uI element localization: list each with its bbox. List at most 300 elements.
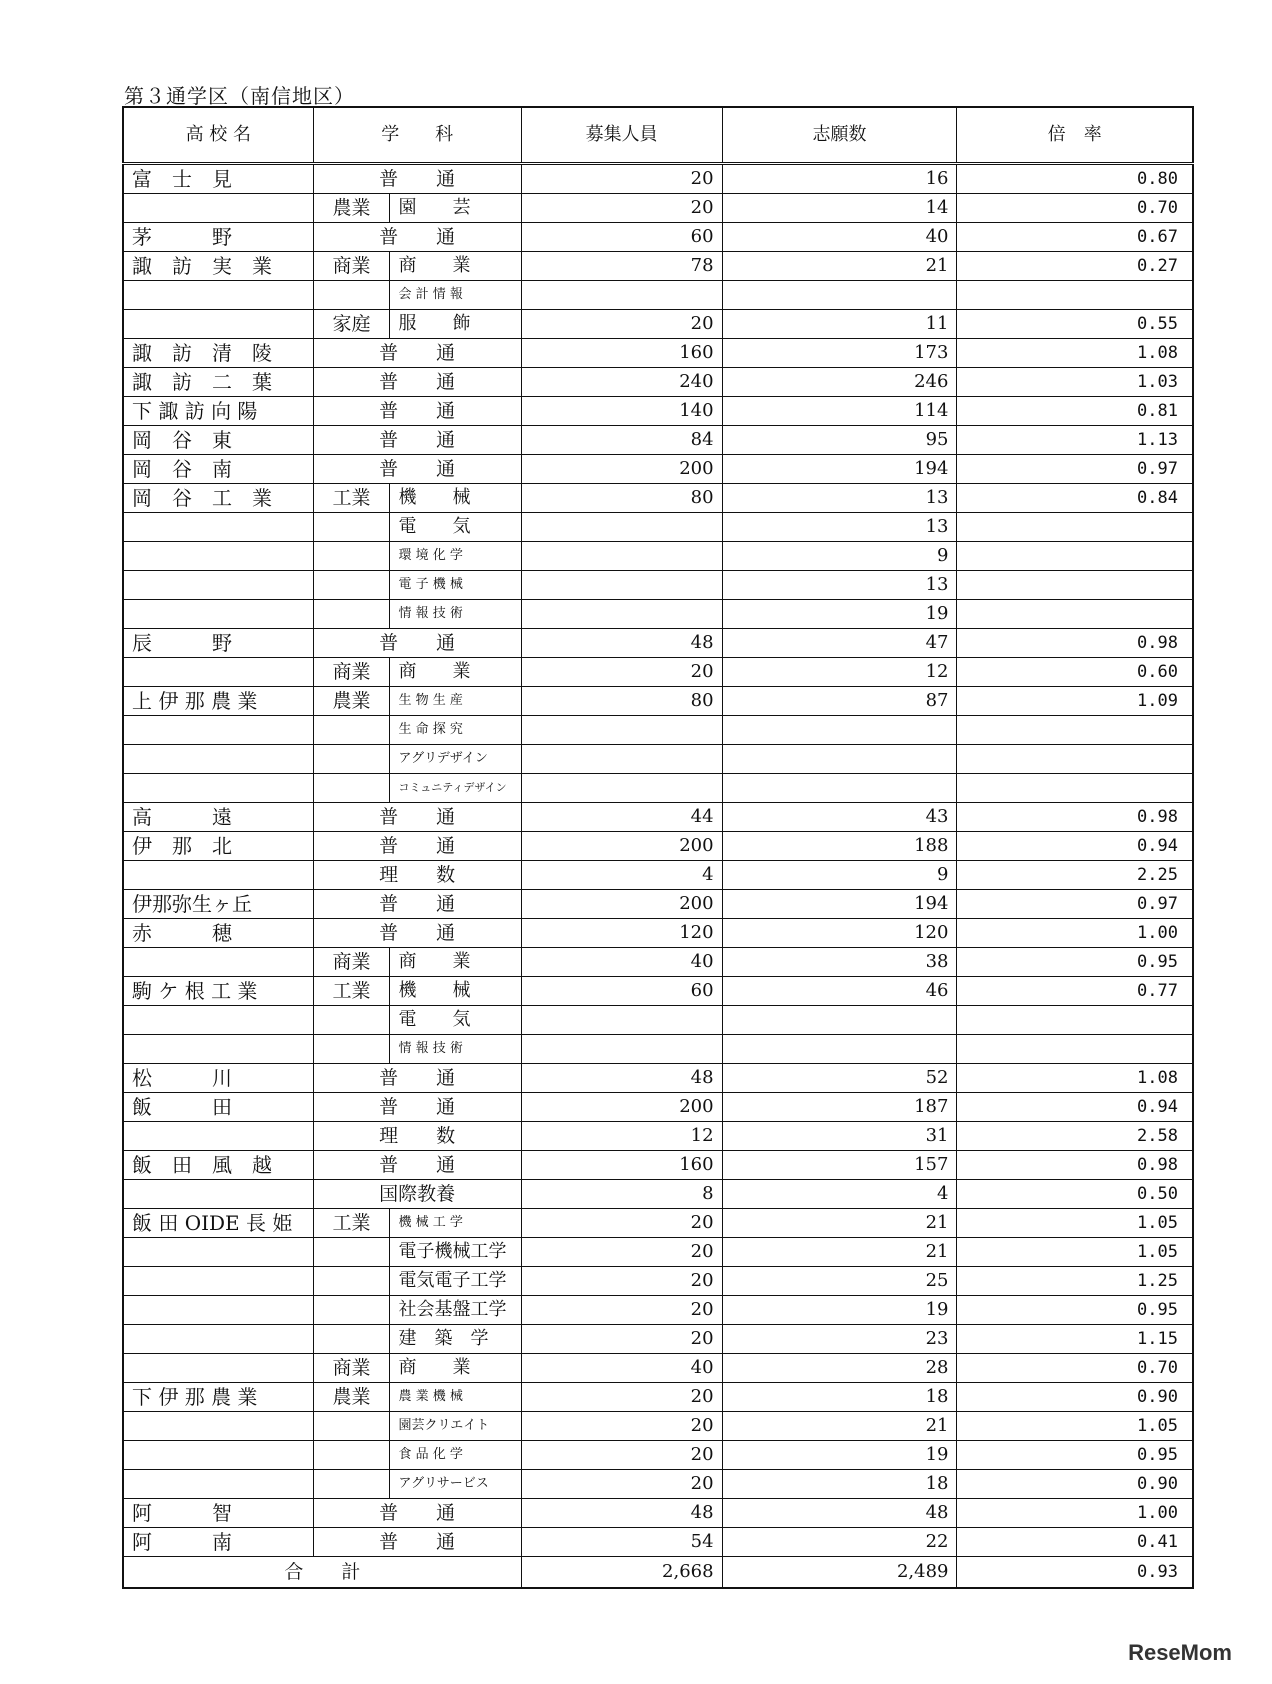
header-dept: 学 科 <box>313 107 521 164</box>
sub-department: 機 械 工 学 <box>390 1209 521 1238</box>
capacity: 54 <box>521 1528 722 1557</box>
table-row <box>123 1064 1193 1093</box>
rate: 0.97 <box>957 890 1193 919</box>
department <box>313 1006 390 1035</box>
rate: 0.50 <box>957 1180 1193 1209</box>
school-name <box>123 716 313 745</box>
rate: 0.70 <box>957 1354 1193 1383</box>
sub-department: 機 械 <box>390 484 521 513</box>
department: 普 通 <box>313 1528 521 1557</box>
school-name: 伊 那 北 <box>123 832 313 861</box>
table-row <box>123 1441 1193 1470</box>
sub-department: 会 計 情 報 <box>390 281 521 310</box>
applicants: 14 <box>722 194 957 223</box>
sub-department: 園芸クリエイト <box>390 1412 521 1441</box>
applicants <box>722 1006 957 1035</box>
header-row <box>123 107 1193 164</box>
applicants: 21 <box>722 1209 957 1238</box>
table-row <box>123 1354 1193 1383</box>
department: 普 通 <box>313 832 521 861</box>
applicants: 188 <box>722 832 957 861</box>
capacity: 20 <box>521 1470 722 1499</box>
school-name: 岡 谷 東 <box>123 426 313 455</box>
school-name: 松 川 <box>123 1064 313 1093</box>
department: 普 通 <box>313 455 521 484</box>
rate <box>957 281 1193 310</box>
department: 商業 <box>313 1354 390 1383</box>
applicants: 23 <box>722 1325 957 1354</box>
sub-department: 電 気 <box>390 1006 521 1035</box>
school-name: 下 諏 訪 向 陽 <box>123 397 313 426</box>
table-row <box>123 948 1193 977</box>
school-name: 下 伊 那 農 業 <box>123 1383 313 1412</box>
table-row <box>123 1383 1193 1412</box>
department <box>313 1325 390 1354</box>
rate: 0.98 <box>957 1151 1193 1180</box>
resemom-logo: ReseMom <box>1128 1640 1232 1665</box>
sub-department: 建 築 学 <box>390 1325 521 1354</box>
department: 農業 <box>313 1383 390 1412</box>
capacity: 8 <box>521 1180 722 1209</box>
capacity: 240 <box>521 368 722 397</box>
rate: 1.13 <box>957 426 1193 455</box>
applicants: 157 <box>722 1151 957 1180</box>
sub-department: 情 報 技 術 <box>390 1035 521 1064</box>
table-row <box>123 1267 1193 1296</box>
school-name: 諏 訪 実 業 <box>123 252 313 281</box>
rate <box>957 542 1193 571</box>
applicants: 19 <box>722 600 957 629</box>
applicants: 187 <box>722 1093 957 1122</box>
applicants: 114 <box>722 397 957 426</box>
department: 普 通 <box>313 223 521 252</box>
department <box>313 1238 390 1267</box>
rate: 1.25 <box>957 1267 1193 1296</box>
applicants: 46 <box>722 977 957 1006</box>
department <box>313 513 390 542</box>
department <box>313 542 390 571</box>
capacity: 48 <box>521 1499 722 1528</box>
school-name <box>123 571 313 600</box>
table-row <box>123 310 1193 339</box>
rate: 0.98 <box>957 629 1193 658</box>
department <box>313 1412 390 1441</box>
table-row <box>123 1151 1193 1180</box>
rate <box>957 716 1193 745</box>
school-name: 飯 田 OIDE 長 姫 <box>123 1209 313 1238</box>
rate: 0.67 <box>957 223 1193 252</box>
total-label: 合 計 <box>123 1557 521 1589</box>
total-applicants: 2,489 <box>722 1557 957 1589</box>
department: 国際教養 <box>313 1180 521 1209</box>
school-name: 飯 田 <box>123 1093 313 1122</box>
school-name: 高 遠 <box>123 803 313 832</box>
school-name <box>123 774 313 803</box>
school-name: 諏 訪 清 陵 <box>123 339 313 368</box>
rate: 1.05 <box>957 1209 1193 1238</box>
applicants <box>722 745 957 774</box>
department: 普 通 <box>313 1499 521 1528</box>
applicants: 18 <box>722 1470 957 1499</box>
rate <box>957 1006 1193 1035</box>
school-name: 岡 谷 南 <box>123 455 313 484</box>
rate <box>957 745 1193 774</box>
school-name <box>123 310 313 339</box>
capacity <box>521 716 722 745</box>
department <box>313 600 390 629</box>
capacity: 84 <box>521 426 722 455</box>
applicants: 18 <box>722 1383 957 1412</box>
department: 普 通 <box>313 890 521 919</box>
rate: 0.81 <box>957 397 1193 426</box>
capacity: 200 <box>521 832 722 861</box>
applicants <box>722 281 957 310</box>
department: 理 数 <box>313 1122 521 1151</box>
school-name: 伊那弥生ヶ丘 <box>123 890 313 919</box>
department: 理 数 <box>313 861 521 890</box>
applicants: 173 <box>722 339 957 368</box>
department: 農業 <box>313 687 390 716</box>
applicants <box>722 774 957 803</box>
capacity: 20 <box>521 1267 722 1296</box>
department: 工業 <box>313 1209 390 1238</box>
table-row <box>123 1412 1193 1441</box>
school-name <box>123 1267 313 1296</box>
table-row <box>123 629 1193 658</box>
department <box>313 1267 390 1296</box>
capacity: 20 <box>521 1296 722 1325</box>
department: 普 通 <box>313 803 521 832</box>
rate: 0.70 <box>957 194 1193 223</box>
sub-department: 機 械 <box>390 977 521 1006</box>
department <box>313 1035 390 1064</box>
table-row <box>123 774 1193 803</box>
table-row <box>123 919 1193 948</box>
department: 普 通 <box>313 1064 521 1093</box>
department: 普 通 <box>313 397 521 426</box>
sub-department: 商 業 <box>390 252 521 281</box>
sub-department: 服 飾 <box>390 310 521 339</box>
table-row <box>123 977 1193 1006</box>
school-name <box>123 1354 313 1383</box>
capacity <box>521 745 722 774</box>
table-row <box>123 1470 1193 1499</box>
table-row <box>123 832 1193 861</box>
table-row <box>123 542 1193 571</box>
table-row <box>123 716 1193 745</box>
capacity: 44 <box>521 803 722 832</box>
capacity: 80 <box>521 484 722 513</box>
applicants: 16 <box>722 164 957 194</box>
sub-department: 社会基盤工学 <box>390 1296 521 1325</box>
applicants: 11 <box>722 310 957 339</box>
school-name: 諏 訪 二 葉 <box>123 368 313 397</box>
capacity <box>521 600 722 629</box>
capacity: 60 <box>521 977 722 1006</box>
table-row <box>123 1296 1193 1325</box>
school-name <box>123 542 313 571</box>
header-rate: 倍 率 <box>957 107 1193 164</box>
capacity <box>521 513 722 542</box>
sub-department: 商 業 <box>390 658 521 687</box>
capacity: 200 <box>521 1093 722 1122</box>
rate: 0.84 <box>957 484 1193 513</box>
applicants: 194 <box>722 455 957 484</box>
rate: 1.03 <box>957 368 1193 397</box>
sub-department: 電気電子工学 <box>390 1267 521 1296</box>
table-row <box>123 890 1193 919</box>
total-row <box>123 1557 1193 1589</box>
applicants: 21 <box>722 1238 957 1267</box>
capacity: 20 <box>521 658 722 687</box>
capacity: 20 <box>521 1209 722 1238</box>
capacity: 80 <box>521 687 722 716</box>
applicants <box>722 716 957 745</box>
school-name: 駒 ケ 根 工 業 <box>123 977 313 1006</box>
school-name <box>123 1296 313 1325</box>
table-row <box>123 1528 1193 1557</box>
sub-department: 電 子 機 械 <box>390 571 521 600</box>
table-row <box>123 484 1193 513</box>
applicants: 40 <box>722 223 957 252</box>
rate <box>957 513 1193 542</box>
department: 商業 <box>313 658 390 687</box>
capacity: 160 <box>521 1151 722 1180</box>
school-name <box>123 1122 313 1151</box>
header-school: 高 校 名 <box>123 107 313 164</box>
sub-department: コミュニティデザイン <box>390 774 521 803</box>
department <box>313 745 390 774</box>
rate: 0.27 <box>957 252 1193 281</box>
capacity: 20 <box>521 1412 722 1441</box>
school-name <box>123 1035 313 1064</box>
rate: 1.15 <box>957 1325 1193 1354</box>
department <box>313 571 390 600</box>
rate: 0.90 <box>957 1470 1193 1499</box>
capacity <box>521 1035 722 1064</box>
header-capacity: 募集人員 <box>521 107 722 164</box>
capacity: 200 <box>521 455 722 484</box>
total-capacity: 2,668 <box>521 1557 722 1589</box>
table-row <box>123 281 1193 310</box>
capacity: 48 <box>521 1064 722 1093</box>
applicants: 43 <box>722 803 957 832</box>
rate <box>957 600 1193 629</box>
table-row <box>123 455 1193 484</box>
school-name <box>123 1180 313 1209</box>
table-row <box>123 397 1193 426</box>
sub-department: 園 芸 <box>390 194 521 223</box>
sub-department: 情 報 技 術 <box>390 600 521 629</box>
capacity <box>521 281 722 310</box>
sub-department: アグリサービス <box>390 1470 521 1499</box>
sub-department: 環 境 化 学 <box>390 542 521 571</box>
school-name: 赤 穂 <box>123 919 313 948</box>
table-row <box>123 600 1193 629</box>
applicant-table <box>122 106 1194 1589</box>
applicants: 19 <box>722 1441 957 1470</box>
department: 普 通 <box>313 339 521 368</box>
school-name: 茅 野 <box>123 223 313 252</box>
department: 普 通 <box>313 919 521 948</box>
table-row <box>123 368 1193 397</box>
rate: 0.97 <box>957 455 1193 484</box>
department: 普 通 <box>313 629 521 658</box>
sub-department: 農 業 機 械 <box>390 1383 521 1412</box>
department: 商業 <box>313 948 390 977</box>
total-rate: 0.93 <box>957 1557 1193 1589</box>
department: 普 通 <box>313 1151 521 1180</box>
table-row <box>123 1093 1193 1122</box>
header-applicants: 志願数 <box>722 107 957 164</box>
table-wrapper <box>122 106 1194 1589</box>
table-body <box>123 164 1193 1557</box>
table-row <box>123 861 1193 890</box>
rate: 1.09 <box>957 687 1193 716</box>
applicants: 31 <box>722 1122 957 1151</box>
capacity: 40 <box>521 1354 722 1383</box>
capacity <box>521 774 722 803</box>
applicants: 21 <box>722 252 957 281</box>
applicants: 22 <box>722 1528 957 1557</box>
rate: 0.77 <box>957 977 1193 1006</box>
department <box>313 281 390 310</box>
applicants: 194 <box>722 890 957 919</box>
capacity: 160 <box>521 339 722 368</box>
rate: 0.98 <box>957 803 1193 832</box>
school-name: 阿 南 <box>123 1528 313 1557</box>
table-row <box>123 803 1193 832</box>
page-title: 第３通学区（南信地区） <box>124 84 355 108</box>
school-name <box>123 1006 313 1035</box>
applicants <box>722 1035 957 1064</box>
rate: 0.95 <box>957 1296 1193 1325</box>
capacity: 78 <box>521 252 722 281</box>
sub-department: 電子機械工学 <box>390 1238 521 1267</box>
rate: 1.08 <box>957 1064 1193 1093</box>
table-row <box>123 339 1193 368</box>
applicants: 13 <box>722 513 957 542</box>
capacity: 12 <box>521 1122 722 1151</box>
table-row <box>123 194 1193 223</box>
school-name: 阿 智 <box>123 1499 313 1528</box>
applicants: 19 <box>722 1296 957 1325</box>
department: 家庭 <box>313 310 390 339</box>
rate: 1.00 <box>957 1499 1193 1528</box>
rate: 0.60 <box>957 658 1193 687</box>
capacity: 48 <box>521 629 722 658</box>
table-row <box>123 687 1193 716</box>
sub-department: 食 品 化 学 <box>390 1441 521 1470</box>
applicants: 47 <box>722 629 957 658</box>
school-name <box>123 513 313 542</box>
department: 農業 <box>313 194 390 223</box>
applicants: 87 <box>722 687 957 716</box>
school-name <box>123 194 313 223</box>
rate: 1.05 <box>957 1412 1193 1441</box>
rate: 1.05 <box>957 1238 1193 1267</box>
department: 普 通 <box>313 164 521 194</box>
table-row <box>123 1499 1193 1528</box>
rate: 2.58 <box>957 1122 1193 1151</box>
table-row <box>123 1238 1193 1267</box>
rate: 2.25 <box>957 861 1193 890</box>
applicants: 21 <box>722 1412 957 1441</box>
applicants: 52 <box>722 1064 957 1093</box>
rate: 1.00 <box>957 919 1193 948</box>
department: 工業 <box>313 977 390 1006</box>
applicants: 13 <box>722 571 957 600</box>
applicants: 120 <box>722 919 957 948</box>
capacity: 20 <box>521 1238 722 1267</box>
school-name <box>123 1325 313 1354</box>
sub-department: 生 命 探 究 <box>390 716 521 745</box>
rate: 1.08 <box>957 339 1193 368</box>
school-name <box>123 1441 313 1470</box>
capacity <box>521 542 722 571</box>
capacity: 20 <box>521 310 722 339</box>
rate: 0.55 <box>957 310 1193 339</box>
applicants: 95 <box>722 426 957 455</box>
school-name <box>123 600 313 629</box>
table-row <box>123 164 1193 194</box>
applicants: 9 <box>722 861 957 890</box>
table-row <box>123 571 1193 600</box>
applicants: 246 <box>722 368 957 397</box>
applicants: 4 <box>722 1180 957 1209</box>
department <box>313 774 390 803</box>
applicants: 13 <box>722 484 957 513</box>
rate: 0.95 <box>957 948 1193 977</box>
capacity: 4 <box>521 861 722 890</box>
school-name <box>123 1238 313 1267</box>
table-row <box>123 1209 1193 1238</box>
applicants: 12 <box>722 658 957 687</box>
table-row <box>123 1122 1193 1151</box>
school-name <box>123 948 313 977</box>
sub-department: アグリデザイン <box>390 745 521 774</box>
rate: 0.90 <box>957 1383 1193 1412</box>
capacity: 40 <box>521 948 722 977</box>
sub-department: 電 気 <box>390 513 521 542</box>
rate: 0.94 <box>957 1093 1193 1122</box>
capacity: 120 <box>521 919 722 948</box>
rate: 0.41 <box>957 1528 1193 1557</box>
school-name <box>123 745 313 774</box>
capacity: 140 <box>521 397 722 426</box>
department <box>313 716 390 745</box>
applicants: 25 <box>722 1267 957 1296</box>
sub-department: 生 物 生 産 <box>390 687 521 716</box>
rate: 0.80 <box>957 164 1193 194</box>
department: 普 通 <box>313 368 521 397</box>
table-row <box>123 513 1193 542</box>
department <box>313 1296 390 1325</box>
sub-department: 商 業 <box>390 1354 521 1383</box>
rate <box>957 774 1193 803</box>
school-name: 飯 田 風 越 <box>123 1151 313 1180</box>
table-row <box>123 223 1193 252</box>
department <box>313 1470 390 1499</box>
school-name <box>123 1470 313 1499</box>
department: 普 通 <box>313 426 521 455</box>
school-name: 辰 野 <box>123 629 313 658</box>
capacity: 20 <box>521 1325 722 1354</box>
school-name <box>123 658 313 687</box>
applicants: 38 <box>722 948 957 977</box>
capacity <box>521 571 722 600</box>
school-name <box>123 1412 313 1441</box>
